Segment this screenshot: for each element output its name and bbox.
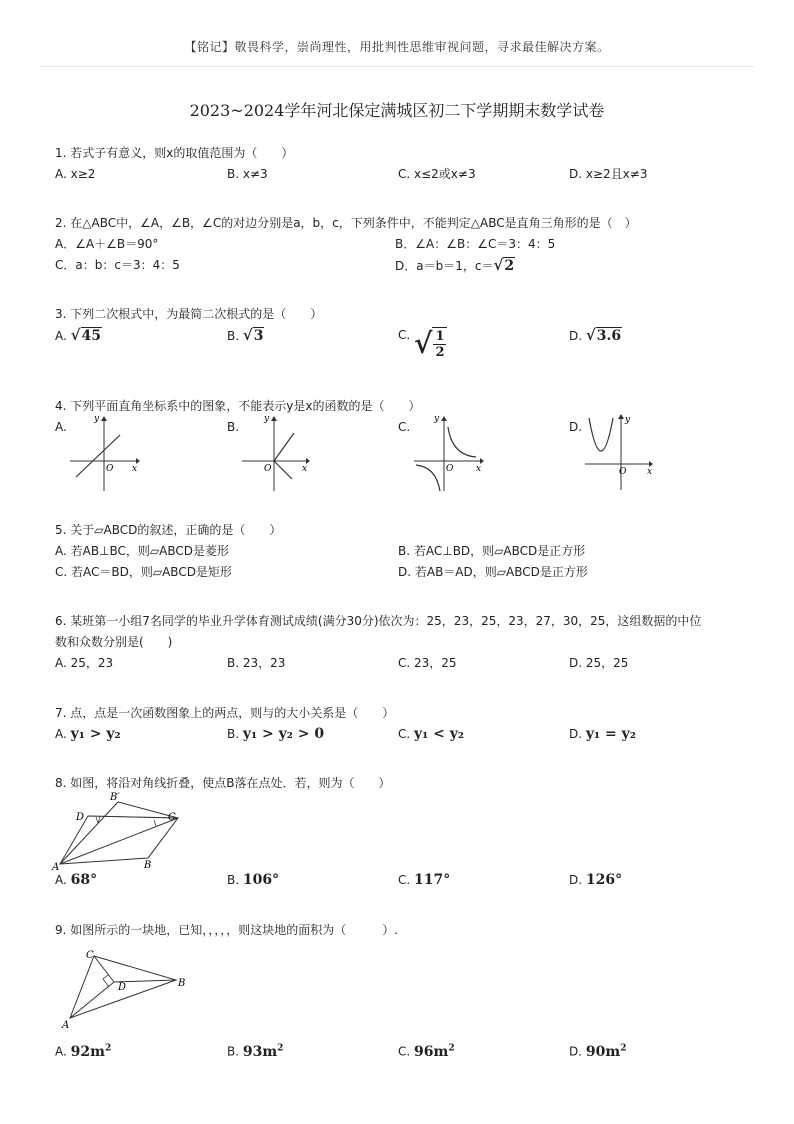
- q5-option-b[interactable]: B. 若AC⊥BD，则▱ABCD是正方形: [398, 544, 586, 558]
- exponent: 2: [620, 1043, 627, 1053]
- q5-option-a[interactable]: A. 若AB⊥BC，则▱ABCD是菱形: [55, 544, 230, 558]
- q8-option-a-value: 68°: [70, 872, 98, 888]
- q9-option-d[interactable]: [569, 1040, 626, 1060]
- point-label-d: D: [76, 812, 85, 823]
- q7-option-b[interactable]: [227, 726, 324, 742]
- q8-option-a-letter: A.: [55, 873, 67, 887]
- sqrt-fraction: √ $\frac{1}{2}$: [414, 327, 447, 361]
- header-motto: 【铭记】敬畏科学，崇尚理性，用批判性思维审视问题，寻求最佳解决方案。: [184, 40, 610, 54]
- q1-stem: 1. 若式子有意义，则x的取值范围为（ ）: [55, 146, 294, 160]
- q6-option-d[interactable]: D. 25，25: [569, 656, 629, 670]
- sqrt-symbol: √ 3: [242, 326, 264, 344]
- q7-option-b-letter: B.: [227, 727, 240, 741]
- q6-stem-line1: 6. 某班第一小组7名同学的毕业升学体育测试成绩(满分30分)依次为：25，23，25，23，27，30，25，这组数据的中位: [55, 614, 702, 628]
- q8-option-a[interactable]: [55, 872, 97, 888]
- axis-y-label: y: [264, 414, 270, 424]
- q3-option-b-letter: B.: [227, 329, 240, 343]
- q7-option-d-letter: D.: [569, 727, 583, 741]
- q5-option-d[interactable]: D. 若AB＝AD，则▱ABCD是正方形: [398, 565, 588, 579]
- q3-option-c[interactable]: [398, 327, 447, 361]
- q8-option-d-letter: D.: [569, 873, 583, 887]
- q7-option-a[interactable]: [55, 726, 121, 742]
- point-label-c: C: [86, 950, 94, 961]
- sqrt-symbol: √ 3.6: [585, 326, 622, 344]
- q9-option-a[interactable]: [55, 1040, 111, 1060]
- q4-graph-c: [414, 415, 486, 493]
- axis-x-label: x: [132, 464, 138, 474]
- q3-option-a[interactable]: [55, 327, 102, 344]
- q4-stem: 4. 下列平面直角坐标系中的图象，不能表示y是x的函数的是（ ）: [55, 399, 421, 413]
- q8-option-d-value: 126°: [585, 872, 623, 888]
- q7-option-c[interactable]: [398, 726, 464, 742]
- q2-option-d-text: D．a＝b＝1，c＝: [395, 259, 494, 273]
- q7-option-a-letter: A.: [55, 727, 67, 741]
- point-label-b: B: [144, 860, 152, 871]
- q9-option-b-value: 93m: [242, 1043, 278, 1060]
- q4-graph-a: [70, 415, 140, 493]
- q6-option-a[interactable]: A. 25，23: [55, 656, 114, 670]
- sqrt-symbol: √ 2: [493, 256, 515, 274]
- q8-option-b-letter: B.: [227, 873, 240, 887]
- q5-stem: 5. 关于▱ABCD的叙述，正确的是（ ）: [55, 523, 282, 537]
- point-label-a: A: [62, 1020, 70, 1031]
- q8-option-c-letter: C.: [398, 873, 411, 887]
- point-label-b-prime: B′: [110, 792, 120, 803]
- q3-option-a-letter: A.: [55, 329, 67, 343]
- q3-stem: 3. 下列二次根式中，为最简二次根式的是（ ）: [55, 307, 323, 321]
- q1-option-a[interactable]: A. x≥2: [55, 167, 96, 181]
- point-label-d: D: [118, 982, 127, 993]
- q9-stem: 9. 如图所示的一块地，已知，，，，，则这块地的面积为（ ）.: [55, 923, 399, 937]
- q1-option-c[interactable]: C. x≤2或x≠3: [398, 167, 476, 181]
- q4-option-c[interactable]: C.: [398, 420, 411, 434]
- q4-graph-d: [585, 412, 657, 492]
- q9-option-c[interactable]: [398, 1040, 455, 1060]
- point-label-b: B: [178, 978, 186, 989]
- origin-label: O: [619, 467, 627, 477]
- q7-option-b-math: y₁ > y₂ > 0: [242, 726, 325, 742]
- axis-x-label: x: [476, 464, 482, 474]
- q9-option-d-value: 90m: [585, 1043, 621, 1060]
- exponent: 2: [448, 1043, 455, 1053]
- q6-option-c[interactable]: C. 23，25: [398, 656, 457, 670]
- q7-stem: 7. 点，点是一次函数图象上的两点，则与的大小关系是（ ）: [55, 706, 395, 720]
- q8-option-c-value: 117°: [414, 872, 451, 888]
- q8-option-c[interactable]: [398, 872, 450, 888]
- exponent: 2: [277, 1043, 284, 1053]
- q4-option-b[interactable]: B.: [227, 420, 240, 434]
- header-divider: [40, 66, 754, 67]
- q9-option-a-value: 92m: [70, 1043, 105, 1060]
- axis-x-label: x: [647, 467, 653, 477]
- page-title: 2023~2024学年河北保定满城区初二下学期期末数学试卷: [189, 101, 605, 120]
- q4-graph-b: [242, 415, 312, 493]
- exponent: 2: [104, 1043, 112, 1053]
- point-label-c: C: [168, 812, 176, 823]
- q8-stem: 8. 如图，将沿对角线折叠，使点B落在点处．若，则为（ ）: [55, 776, 391, 790]
- q8-option-b-value: 106°: [242, 872, 280, 888]
- q3-option-b[interactable]: [227, 327, 264, 344]
- q2-option-d[interactable]: [395, 257, 515, 274]
- point-label-a: A: [52, 862, 60, 873]
- q8-option-d[interactable]: [569, 872, 622, 888]
- q3-option-d-letter: D.: [569, 329, 583, 343]
- q9-land-diagram: [60, 946, 190, 1030]
- q9-option-b[interactable]: [227, 1040, 283, 1060]
- q9-option-c-value: 96m: [414, 1043, 449, 1060]
- sqrt-symbol: √ 45: [70, 326, 101, 344]
- q1-option-d[interactable]: D. x≥2且x≠3: [569, 167, 648, 181]
- q7-option-a-math: y₁ > y₂: [70, 726, 121, 742]
- origin-label: O: [264, 464, 272, 474]
- q9-option-c-letter: C.: [398, 1044, 411, 1059]
- q2-stem: 2. 在△ABC中，∠A，∠B，∠C的对边分别是a，b，c，下列条件中，不能判定△ABC是直角三角形的是（ ）: [55, 216, 637, 230]
- axis-y-label: y: [625, 415, 631, 425]
- q6-option-b[interactable]: B. 23，23: [227, 656, 286, 670]
- q2-option-b[interactable]: B．∠A：∠B：∠C＝3：4：5: [395, 237, 556, 251]
- q2-option-a[interactable]: A．∠A＋∠B＝90°: [55, 237, 159, 251]
- q8-option-b[interactable]: [227, 872, 279, 888]
- q7-option-d[interactable]: [569, 726, 636, 742]
- q5-option-c[interactable]: C. 若AC＝BD，则▱ABCD是矩形: [55, 565, 232, 579]
- q6-stem-line2: 数和众数分别是( ): [55, 635, 173, 649]
- q9-option-d-letter: D.: [569, 1044, 583, 1059]
- q3-option-d[interactable]: [569, 327, 622, 344]
- q7-option-d-math: y₁ = y₂: [585, 726, 636, 742]
- q3-option-c-letter: C.: [398, 328, 411, 342]
- q4-option-d[interactable]: D.: [569, 420, 583, 434]
- q9-option-a-letter: A.: [55, 1044, 67, 1059]
- axis-y-label: y: [94, 414, 100, 424]
- q7-option-c-math: y₁ < y₂: [414, 726, 465, 742]
- origin-label: O: [106, 464, 114, 474]
- q1-option-b[interactable]: B. x≠3: [227, 167, 268, 181]
- axis-y-label: y: [434, 414, 440, 424]
- q4-option-a[interactable]: A.: [55, 420, 67, 434]
- q2-option-c[interactable]: C．a：b：c＝3：4：5: [55, 258, 180, 272]
- origin-label: O: [446, 464, 454, 474]
- q9-option-b-letter: B.: [227, 1044, 240, 1059]
- q8-fold-diagram: [52, 790, 182, 872]
- axis-x-label: x: [302, 464, 308, 474]
- q7-option-c-letter: C.: [398, 727, 411, 741]
